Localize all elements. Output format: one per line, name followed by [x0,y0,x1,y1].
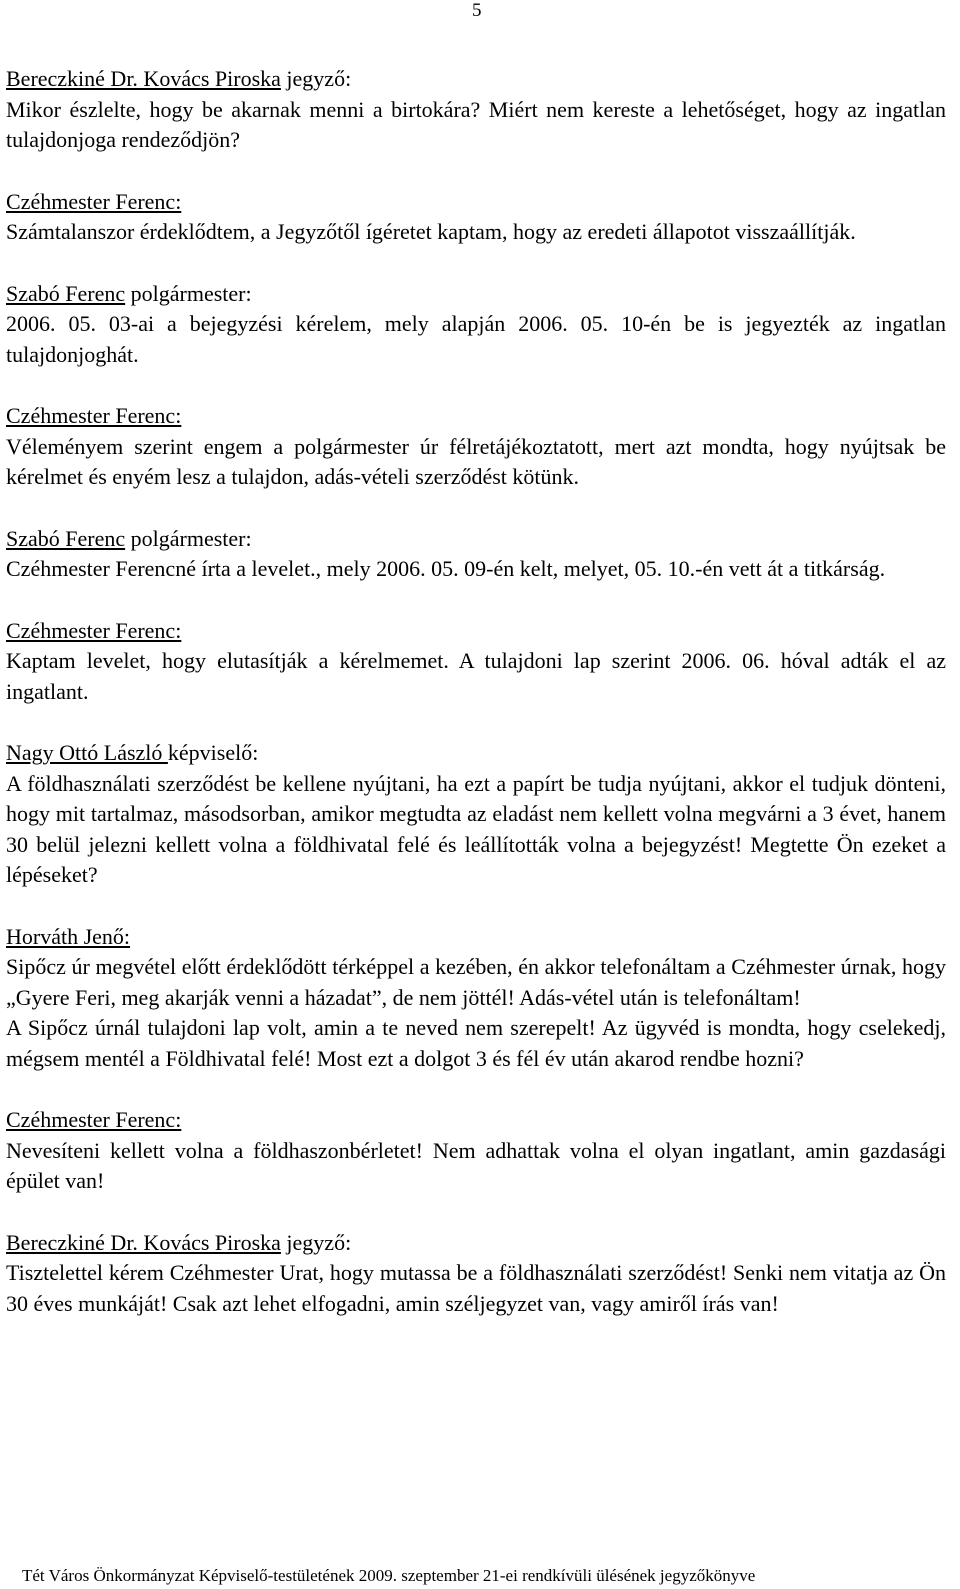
speech-text: Mikor észlelte, hogy be akarnak menni a birtokára? Miért nem kereste a lehetőséget, hogy az ingatlan tulajdonjoga rendeződjön? [6,96,946,152]
page-footer: Tét Város Önkormányzat Képviselő-testületének 2009. szeptember 21-ei rendkívüli ülésének jegyzőkönyve [22,1566,756,1585]
speaker-line [6,616,946,647]
speaker-line [6,738,946,769]
speech-block [6,64,946,156]
speech-block [6,187,946,248]
speech-text-continued: A Sipőcz úrnál tulajdoni lap volt, amin a te neved nem szerepelt! Az ügyvéd is mondta, hogy cselekedj, mégsem mentél a Földhivatal felé! Most ezt a dolgot 3 és fél év után akarod rendbe hozni? [6,1015,946,1071]
speech-block [6,279,946,371]
speaker-name: Czéhmester Ferenc: [6,403,182,428]
speaker-name: Czéhmester Ferenc: [6,188,182,214]
speaker-name: Szabó Ferenc [6,525,126,551]
speaker-name: Bereczkiné Dr. Kovács Piroska [6,1229,281,1255]
speech-text: A földhasználati szerződést be kellene nyújtani, ha ezt a papírt be tudja nyújtani, akkor el tudjuk dönteni, hogy mit tartalmaz, másodsorban, amikor megtudta az eladást nem kellett volna megvárni a 3 évet, hanem 30 belül jelezni kellett volna a földhivatal felé és leállították volna a bejegyzést! Megtette Ön ezeket a lépéseket? [6,770,946,887]
speech-block [6,1105,946,1197]
speaker-name: Bereczkiné Dr. Kovács Piroska [6,66,281,91]
speaker-role: polgármester: [125,525,252,551]
speech-block [6,616,946,708]
speech-text: Sipőcz úr megvétel előtt érdeklődött térképpel a kezében, én akkor telefonáltam a Czéhmester úrnak, hogy „Gyere Feri, meg akarják venni a házadat”, de nem jöttél! Adás-vétel után is telefonáltam! [6,954,946,1010]
speaker-name: Czéhmester Ferenc: [6,617,182,643]
speech-block [6,922,946,1075]
speech-text: Czéhmester Ferencné írta a levelet., mely 2006. 05. 09-én kelt, melyet, 05. 10.-én vett át a titkárság. [6,556,886,581]
speech-block [6,1228,946,1320]
speaker-role: polgármester: [125,280,252,306]
speaker-line [6,1228,946,1259]
speaker-name: Szabó Ferenc [6,280,126,306]
speech-text: Tisztelettel kérem Czéhmester Urat, hogy mutassa be a földhasználati szerződést! Senki nem vitatja az Ön 30 éves munkáját! Csak azt lehet elfogadni, amin széljegyzet van, vagy amiről írás van! [6,1260,946,1316]
speaker-line [6,279,946,310]
speech-block [6,738,946,891]
speech-text: Véleményem szerint engem a polgármester úr félretájékoztatott, mert azt mondta, hogy nyújtsak be kérelmet és enyém lesz a tulajdon, adás-vételi szerződést kötünk. [6,433,946,489]
speaker-name: Nagy Ottó László [6,740,168,765]
transcript [6,64,946,1319]
speaker-line [6,64,946,95]
speaker-line [6,1105,946,1136]
speech-text: Nevesíteni kellett volna a földhaszonbérletet! Nem adhattak volna el olyan ingatlant, amin gazdasági épület van! [6,1137,946,1193]
speaker-name: Horváth Jenő: [6,923,131,949]
speaker-line [6,922,946,953]
speech-text: 2006. 05. 03-ai a bejegyzési kérelem, mely alapján 2006. 05. 10-én be is jegyezték az ingatlan tulajdonjoghát. [6,311,946,367]
speaker-role: képviselő: [167,740,259,765]
speech-block [6,401,946,493]
speaker-line [6,187,946,218]
speech-block [6,524,946,585]
speaker-name: Czéhmester Ferenc: [6,1107,182,1132]
speaker-role: jegyző: [280,1229,352,1255]
speaker-line [6,401,946,432]
speaker-line [6,524,946,555]
speaker-role: jegyző: [280,66,352,91]
page-number: 5 [472,0,482,21]
speech-text: Számtalanszor érdeklődtem, a Jegyzőtől ígéretet kaptam, hogy az eredeti állapotot visszaállítják. [6,219,856,244]
speech-text: Kaptam levelet, hogy elutasítják a kérelmemet. A tulajdoni lap szerint 2006. 06. hóval adták el az ingatlant. [6,648,946,704]
